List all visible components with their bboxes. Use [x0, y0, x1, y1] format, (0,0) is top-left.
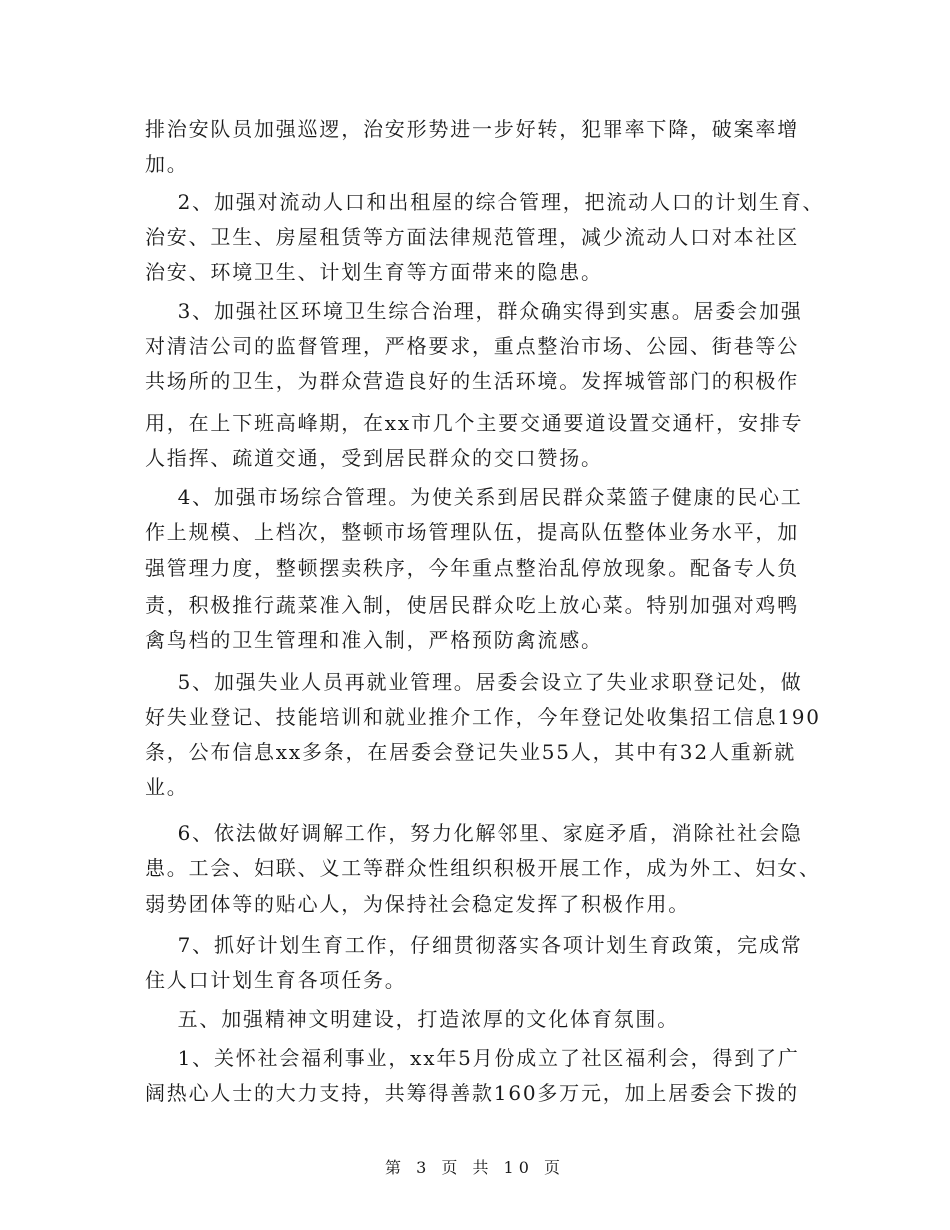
- text-line: 条，公布信息xx多条，在居委会登记失业55人，其中有32人重新就: [145, 740, 797, 764]
- text-line: 业。: [145, 775, 189, 799]
- text-line: 作上规模、上档次，整顿市场管理队伍，提高队伍整体业务水平，加: [145, 520, 799, 544]
- text-line: 3、加强社区环境卫生综合治理，群众确实得到实惠。居委会加强: [145, 299, 803, 323]
- text-line: 治安、环境卫生、计划生育等方面带来的隐患。: [145, 260, 603, 284]
- text-line: 7、抓好计划生育工作，仔细贯彻落实各项计划生育政策，完成常: [145, 933, 803, 957]
- text-line: 责，积极推行蔬菜准入制，使居民群众吃上放心菜。特别加强对鸡鸭: [145, 593, 799, 617]
- text-line: 4、加强市场综合管理。为使关系到居民群众菜篮子健康的民心工: [145, 485, 803, 509]
- page-footer: 第 3 页 共 10 页: [385, 1158, 565, 1177]
- text-line: 排治安队员加强巡逻，治安形势进一步好转，犯罪率下降，破案率增: [145, 117, 799, 141]
- text-line: 弱势团体等的贴心人，为保持社会稳定发挥了积极作用。: [145, 892, 690, 916]
- text-line: 用，在上下班高峰期，在xx市几个主要交通要道设置交通杆，安排专: [145, 411, 804, 435]
- text-line: 患。工会、妇联、义工等群众性组织积极开展工作，成为外工、妇女、: [145, 856, 821, 880]
- text-line: 五、加强精神文明建设，打造浓厚的文化体育氛围。: [145, 1007, 680, 1031]
- text-line: 治安、卫生、房屋租赁等方面法律规范管理，减少流动人口对本社区: [145, 225, 799, 249]
- text-line: 1、关怀社会福利事业，xx年5月份成立了社区福利会，得到了广: [145, 1046, 800, 1070]
- text-line: 对清洁公司的监督管理，严格要求，重点整治市场、公园、街巷等公: [145, 334, 799, 358]
- text-line: 共场所的卫生，为群众营造良好的生活环境。发挥城管部门的积极作: [145, 369, 799, 393]
- text-line: 2、加强对流动人口和出租屋的综合管理，把流动人口的计划生育、: [145, 190, 825, 214]
- text-line: 阔热心人士的大力支持，共筹得善款160多万元，加上居委会下拨的: [145, 1081, 799, 1105]
- text-line: 人指挥、疏道交通，受到居民群众的交口赞扬。: [145, 446, 603, 470]
- text-line: 6、依法做好调解工作，努力化解邻里、家庭矛盾，消除社社会隐: [145, 821, 803, 845]
- text-line: 加。: [145, 152, 189, 176]
- text-line: 5、加强失业人员再就业管理。居委会设立了失业求职登记处，做: [145, 670, 803, 694]
- text-line: 住人口计划生育各项任务。: [145, 968, 407, 992]
- text-line: 禽鸟档的卫生管理和准入制，严格预防禽流感。: [145, 628, 603, 652]
- text-line: 好失业登记、技能培训和就业推介工作，今年登记处收集招工信息190: [145, 705, 821, 729]
- text-line: 强管理力度，整顿摆卖秩序，今年重点整治乱停放现象。配备专人负: [145, 556, 799, 580]
